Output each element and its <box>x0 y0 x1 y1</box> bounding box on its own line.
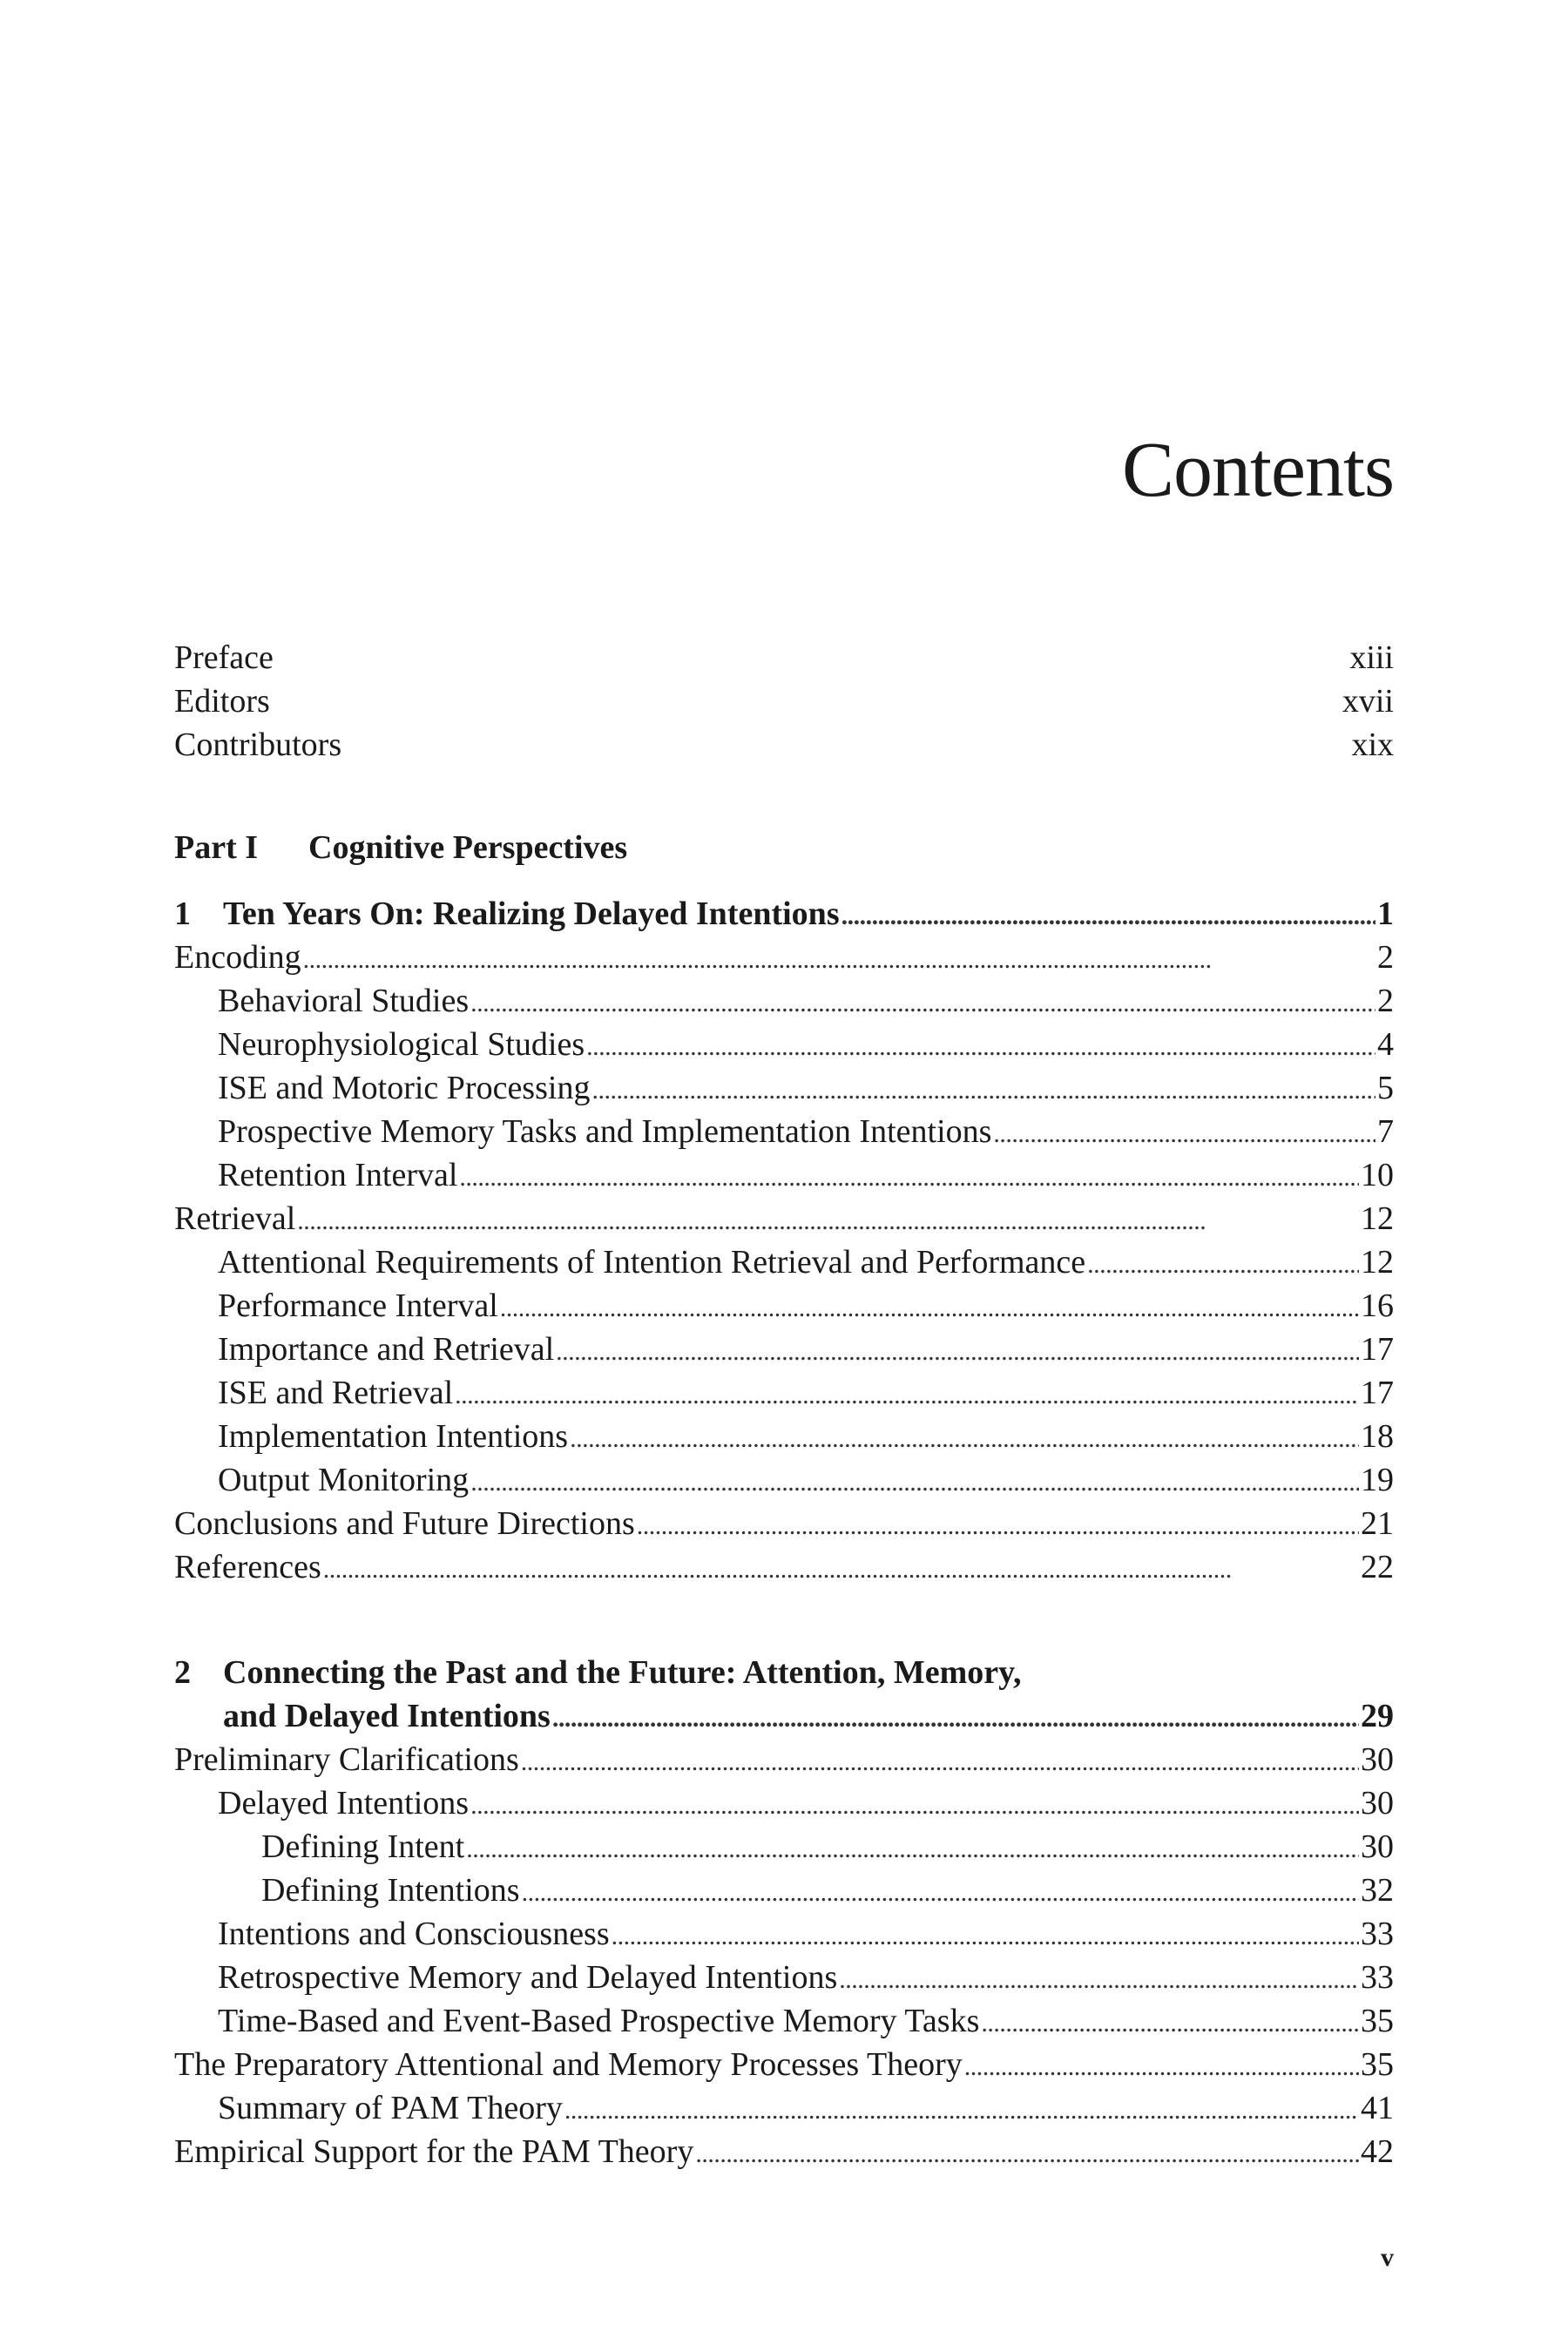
toc-entry <box>174 1023 1394 1066</box>
toc-entry-label: Preliminary Clarifications <box>174 1741 519 1778</box>
dot-leader <box>466 1825 1359 1871</box>
toc-entry <box>174 1502 1394 1545</box>
dot-leader <box>993 1110 1375 1156</box>
front-matter-list <box>174 636 1394 767</box>
chapter-title-line1: Connecting the Past and the Future: Attention, Memory, <box>223 1654 1022 1691</box>
toc-entry <box>174 1240 1394 1284</box>
front-matter-page: xix <box>1351 727 1394 763</box>
toc-entry-page: 18 <box>1361 1418 1394 1455</box>
toc-entry-label: Attentional Requirements of Intention Retrieval and Performance <box>218 1244 1086 1281</box>
toc-entry-page: 30 <box>1361 1741 1394 1778</box>
toc-entry-label: ISE and Motoric Processing <box>218 1070 591 1106</box>
part-heading <box>174 826 627 869</box>
toc-entry-page: 12 <box>1361 1244 1394 1281</box>
toc-entry-page: 10 <box>1361 1157 1394 1193</box>
toc-entry-label: Implementation Intentions <box>218 1418 569 1455</box>
dot-leader <box>323 1545 1359 1592</box>
toc-entry <box>174 979 1394 1023</box>
toc-entry-page: 17 <box>1361 1331 1394 1368</box>
toc-entry-label: Output Monitoring <box>218 1462 470 1498</box>
chapter-title-line2: and Delayed Intentions <box>223 1698 551 1734</box>
dot-leader <box>500 1284 1359 1330</box>
toc-entry-page: 21 <box>1361 1505 1394 1542</box>
toc-entry-label: Importance and Retrieval <box>218 1331 555 1368</box>
dot-leader <box>459 1153 1359 1200</box>
toc-entry <box>174 1999 1394 2043</box>
toc-entry-label: Behavioral Studies <box>218 983 470 1019</box>
toc-entry <box>174 1458 1394 1502</box>
toc-entry <box>174 936 1394 979</box>
chapter-number: 2 <box>174 1654 191 1691</box>
toc-entry-page: 5 <box>1377 1070 1394 1106</box>
toc-entry <box>174 1328 1394 1371</box>
dot-leader <box>470 979 1375 1025</box>
front-matter-item <box>174 636 1394 679</box>
toc-entry-label: Retention Interval <box>218 1157 458 1193</box>
front-matter-label: Preface <box>174 639 274 676</box>
chapter-1-toc <box>174 892 1394 1589</box>
dot-leader <box>297 1197 1359 1243</box>
dot-leader <box>470 1781 1359 1828</box>
dot-leader <box>612 1912 1359 1958</box>
toc-entry-page: 7 <box>1377 1113 1394 1150</box>
chapter-title: Ten Years On: Realizing Delayed Intentions <box>223 896 840 932</box>
toc-entry-page: 30 <box>1361 1785 1394 1821</box>
toc-entry-label: Intentions and Consciousness <box>218 1916 610 1952</box>
dot-leader <box>695 2130 1359 2176</box>
toc-entry-page: 12 <box>1361 1200 1394 1237</box>
dot-leader <box>552 1694 1359 1740</box>
toc-entry-page: 22 <box>1361 1549 1394 1585</box>
toc-entry <box>174 1153 1394 1197</box>
toc-entry-page: 16 <box>1361 1288 1394 1324</box>
dot-leader <box>521 1738 1359 1784</box>
toc-entry-label: Retrospective Memory and Delayed Intentions <box>218 1959 838 1996</box>
chapter-heading-line2 <box>174 1694 1394 1738</box>
dot-leader <box>303 936 1375 982</box>
toc-entry-label: ISE and Retrieval <box>218 1375 454 1411</box>
toc-entry <box>174 1284 1394 1328</box>
toc-entry-page: 2 <box>1377 983 1394 1019</box>
page-title: Contents <box>1121 427 1394 513</box>
dot-leader <box>1087 1240 1359 1287</box>
toc-entry-label: Empirical Support for the PAM Theory <box>174 2133 694 2170</box>
toc-entry <box>174 2086 1394 2130</box>
toc-entry <box>174 1956 1394 1999</box>
page-number: v <box>1381 2243 1394 2272</box>
toc-entry <box>174 1825 1394 1869</box>
dot-leader <box>522 1869 1359 1915</box>
dot-leader <box>981 1999 1359 2045</box>
toc-entry-page: 32 <box>1361 1872 1394 1909</box>
toc-entry-label: Conclusions and Future Directions <box>174 1505 635 1542</box>
toc-entry <box>174 2043 1394 2086</box>
part-number: Part I <box>174 829 259 866</box>
toc-entry <box>174 1066 1394 1110</box>
toc-entry-page: 41 <box>1361 2090 1394 2126</box>
chapter-number: 1 <box>174 896 191 932</box>
chapter-heading <box>174 892 1394 936</box>
chapter-2-toc <box>174 1651 1394 2173</box>
dot-leader <box>839 1956 1359 2002</box>
dot-leader <box>591 1066 1375 1112</box>
toc-entry-label: Defining Intentions <box>261 1872 520 1909</box>
front-matter-page: xvii <box>1342 683 1394 720</box>
dot-leader <box>570 1415 1359 1461</box>
toc-entry-label: References <box>174 1549 321 1585</box>
toc-entry <box>174 1738 1394 1781</box>
front-matter-page: xiii <box>1349 639 1394 676</box>
toc-entry-page: 4 <box>1377 1026 1394 1063</box>
toc-entry <box>174 1197 1394 1240</box>
front-matter-label: Contributors <box>174 727 342 763</box>
dot-leader <box>964 2043 1359 2089</box>
toc-entry <box>174 1415 1394 1458</box>
toc-entry <box>174 1371 1394 1415</box>
toc-entry <box>174 1781 1394 1825</box>
dot-leader <box>455 1371 1359 1417</box>
toc-entry-label: Prospective Memory Tasks and Implementation Intentions <box>218 1113 992 1150</box>
toc-entry-page: 17 <box>1361 1375 1394 1411</box>
toc-entry-page: 19 <box>1361 1462 1394 1498</box>
front-matter-label: Editors <box>174 683 270 720</box>
toc-entry <box>174 1545 1394 1589</box>
toc-entry-label: Summary of PAM Theory <box>218 2090 563 2126</box>
toc-entry <box>174 1869 1394 1912</box>
front-matter-item <box>174 679 1394 723</box>
toc-entry-label: Performance Interval <box>218 1288 498 1324</box>
dot-leader <box>556 1328 1359 1374</box>
toc-entry-label: The Preparatory Attentional and Memory Processes Theory <box>174 2046 963 2083</box>
toc-entry-label: Retrieval <box>174 1200 296 1237</box>
toc-entry-label: Neurophysiological Studies <box>218 1026 585 1063</box>
toc-entry-label: Defining Intent <box>261 1828 465 1865</box>
chapter-page: 1 <box>1377 896 1394 932</box>
toc-entry-page: 2 <box>1377 939 1394 976</box>
toc-entry <box>174 1110 1394 1153</box>
toc-entry-label: Encoding <box>174 939 301 976</box>
toc-entry-page: 42 <box>1361 2133 1394 2170</box>
dot-leader <box>470 1458 1359 1504</box>
toc-entry-page: 33 <box>1361 1916 1394 1952</box>
toc-entry <box>174 1912 1394 1956</box>
part-title: Cognitive Perspectives <box>308 829 628 866</box>
toc-entry-label: Time-Based and Event-Based Prospective Memory Tasks <box>218 2003 980 2039</box>
toc-entry-page: 35 <box>1361 2003 1394 2039</box>
dot-leader <box>841 892 1375 938</box>
dot-leader <box>586 1023 1375 1069</box>
chapter-page: 29 <box>1361 1698 1394 1734</box>
dot-leader <box>637 1502 1359 1548</box>
dot-leader <box>564 2086 1359 2132</box>
chapter-heading-line1 <box>174 1651 1394 1694</box>
toc-entry-page: 30 <box>1361 1828 1394 1865</box>
toc-entry-label: Delayed Intentions <box>218 1785 470 1821</box>
toc-entry-page: 33 <box>1361 1959 1394 1996</box>
toc-entry <box>174 2130 1394 2173</box>
toc-entry-page: 35 <box>1361 2046 1394 2083</box>
front-matter-item <box>174 723 1394 767</box>
